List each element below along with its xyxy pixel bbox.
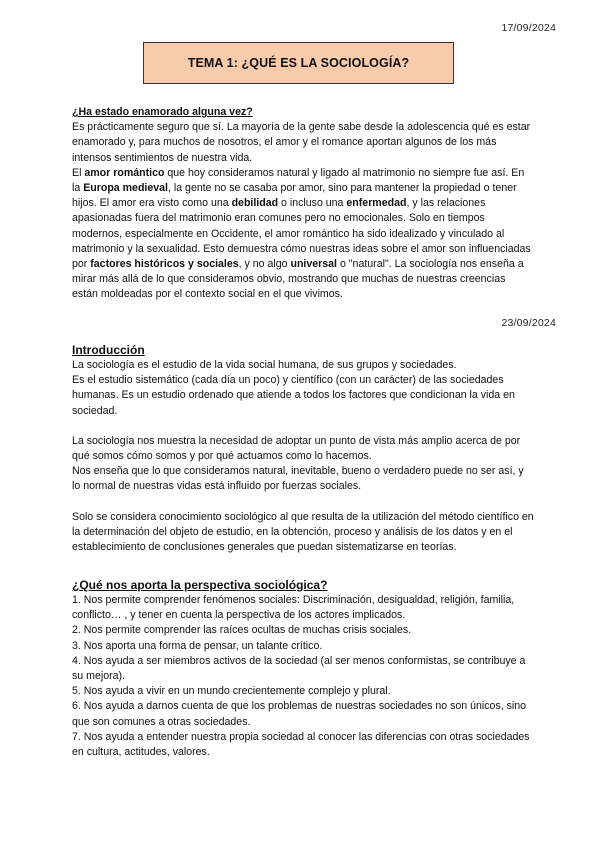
date-second: 23/09/2024 [501,317,556,329]
section-intro-paragraph-4: Nos enseña que lo que consideramos natural, inevitable, bueno o verdadero puede no ser así, y lo normal de nuestras vidas está influido por fuerzas sociales. [72,465,524,493]
list-item: 7. Nos ayuda a entender nuestra propia sociedad al conocer las diferencias con otras sociedades en cultura, actitudes, valores. [72,730,530,759]
list-item: 3. Nos aporta una forma de pensar, un talante crítico. [72,639,323,652]
list-item: 6. Nos ayuda a darnos cuenta de que los problemas de nuestras sociedades no son únicos, sino que son comunes a otras sociedades. [72,700,527,728]
list-item: 5. Nos ayuda a vivir en un mundo crecientemente complejo y plural. [72,685,391,698]
bold-term-factores: factores históricos y sociales [90,258,239,271]
list-item: 1. Nos permite comprender fenómenos sociales: Discriminación, desigualdad, religión, familia, conflicto… , y tener en cuenta la perspectiva de los actores implicados. [72,594,515,622]
bold-term-amor-romantico: amor romántico [84,166,165,179]
date-first: 17/09/2024 [501,22,556,34]
text-run: o incluso una [278,197,347,210]
bold-term-universal: universal [290,258,338,271]
section-intro-paragraph-1: La sociología es el estudio de la vida social humana, de sus grupos y sociedades. [72,359,457,371]
section-love [72,105,534,303]
section-intro-paragraph-3: La sociología nos muestra la necesidad de adoptar un punto de vista más amplio acerca de por qué somos cómo somos y por qué actuamos como lo hacemos. [72,434,521,463]
bold-term-enfermedad: enfermedad [346,197,407,210]
text-run: , y las relaciones apasionadas fuera del matrimonio eran comunes pero no emocionales. Solo en tiempos modernos, especialmente en Occidente, el amor romántico ha sido idealizado y vinculado al matrimonio y la sexualidad. Esto demuestra cómo nuestras ideas sobre el amor son influenciadas por [72,197,531,271]
section-love-paragraph-2 [72,166,534,303]
section-intro-paragraph-5: Solo se considera conocimiento sociológico al que resulta de la utilización del método científico en la determinación del objeto de estudio, en la obtención, proceso y análisis de los datos y en el establecimiento de conclusiones generales que puedan sistematizarse en teorías. [72,510,534,554]
section-intro-heading: Introducción [72,343,145,357]
text-run: que hoy consideramos natural y ligado al matrimonio no siempre fue así. En la [72,166,525,195]
section-perspective [72,578,534,760]
bold-term-europa-medieval: Europa medieval [83,182,168,195]
title-box [143,42,454,84]
text-run: , la gente no se casaba por amor, sino para mantener la propiedad o tener hijos. El amor era visto como una [72,182,517,210]
list-item: 2. Nos permite comprender las raíces ocultas de muchas crisis sociales. [72,624,412,637]
text-run: , y no algo [238,258,291,271]
section-intro [72,343,534,555]
section-intro-paragraph-2: Es el estudio sistemático (cada día un poco) y científico (con un carácter) de las sociedades humanas. Es un estudio ordenado que atiende a todos los factores que condicionan la vida en sociedad. [72,374,515,417]
bold-term-debilidad: debilidad [231,197,279,210]
section-perspective-heading: ¿Qué nos aporta la perspectiva sociológica? [72,578,328,592]
section-love-paragraph-1: Es prácticamente seguro que sí. La mayoría de la gente sabe desde la adolescencia qué es estar enamorado y, para muchos de nosotros, el amor y el romance aportan algunos de los más intensos sentimientos de nuestra vida. [72,121,531,164]
text-run: o "natural". La sociología nos enseña a mirar más allá de lo que consideramos obvio, mostrando que muchas de nuestras creencias están moldeadas por el contexto social en el que vivimos. [72,258,524,301]
page-title: TEMA 1: ¿QUÉ ES LA SOCIOLOGÍA? [187,56,410,70]
text-run: El [72,166,85,179]
section-love-question: ¿Ha estado enamorado alguna vez? [72,106,253,118]
list-item: 4. Nos ayuda a ser miembros activos de la sociedad (al ser menos conformistas, se contribuye a su mejora). [72,654,526,683]
